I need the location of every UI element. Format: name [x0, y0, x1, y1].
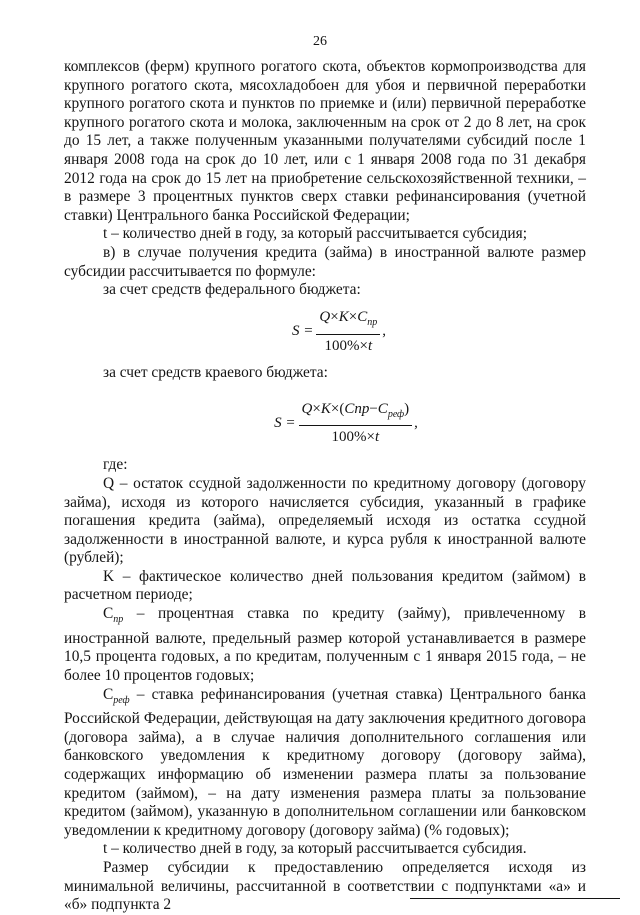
symbol-subscript: реф — [113, 694, 130, 706]
paragraph: в) в случае получения кредита (займа) в иностранной валюте размер субсидии рассчитывается по формуле: — [64, 243, 586, 280]
symbol-c: С — [103, 605, 114, 623]
var-c: C — [357, 309, 368, 326]
paragraph: K – фактическое количество дней пользования кредитом (займом) в расчетном периоде; — [64, 567, 586, 604]
var-t: t — [367, 337, 373, 354]
op-times: × — [366, 429, 375, 446]
paragraph: Размер субсидии к предоставлению определяется исходя из минимальной величины, рассчитанной в соответствии с подпунктами «а» и «б» подпункта 2 — [64, 858, 586, 914]
var-q: Q — [301, 400, 313, 417]
formula-lhs: S = — [274, 415, 296, 432]
formula-comma: , — [382, 323, 386, 340]
paragraph: за счет средств федерального бюджета: — [103, 281, 361, 299]
op-times: × — [312, 400, 321, 417]
formula-denominator — [328, 426, 382, 447]
formula-denominator — [321, 335, 375, 356]
op-minus: − — [369, 400, 378, 417]
op-times: × — [330, 400, 340, 417]
paragraph: t – количество дней в году, за который рассчитывается субсидия; — [103, 225, 527, 243]
paren-close: ) — [404, 400, 410, 417]
var-q: Q — [319, 309, 331, 326]
formula-fraction — [316, 308, 380, 355]
paragraph: комплексов (ферм) крупного рогатого скота, объектов кормопроизводства для крупного рогатого скота, мясохладобоен для убоя и первичной переработки крупного рогатого скота и пунктов по приемке и (или) первичной переработке крупного рогатого скота и молока, заключенным на срок от 2 до 8 лет, на срок до 15 лет, а также полученным указанными получателями субсидий после 1 января 2008 года на срок до 10 лет, или с 1 января 2008 года по 31 декабря 2012 года на срок до 15 лет на приобретение сельскохозяйственной техники, – в размере 3 процентных пунктов сверх ставки рефинансирования (учетной ставки) Центрального банка Российской Федерации; — [64, 58, 586, 224]
document-body — [64, 58, 586, 915]
var-spr: Cпр — [344, 400, 370, 417]
paragraph-text: – ставка рефинансирования (учетная ставка) Центрального банка Российской Федерации, действующая на дату заключения кредитного договора (договора займа), а в случае наличия дополнительного соглашения или банковского уведомления к кредитному договору (договору займа), содержащих информацию об изменении размера платы за пользование кредитом (займом), – на дату изменения размера платы за пользование кредитом (займом), указанную в дополнительном соглашении или банковском уведомлении к кредитному договору (договору займа) (% годовых); — [64, 685, 586, 839]
paragraph: t – количество дней в году, за который рассчитывается субсидия. — [103, 840, 527, 858]
var-k: K — [320, 400, 331, 417]
op-times: × — [348, 309, 358, 326]
paragraph — [64, 686, 586, 841]
var-k: K — [338, 309, 349, 326]
var-t: t — [374, 429, 380, 446]
var-c: C — [377, 400, 388, 417]
paragraph-text: – процентная ставка по кредиту (займу), привлеченному в иностранной валюте, предельный размер которой устанавливается в размере 10,5 процента годовых, а по кредитам, полученным с 1 января 2015 года, – не более 10 процентов годовых; — [64, 605, 586, 684]
page-number: 26 — [313, 34, 327, 49]
op-times: × — [330, 309, 339, 326]
op-times: × — [359, 337, 368, 354]
paren-open: ( — [339, 400, 345, 417]
paragraph: Q – остаток ссудной задолженности по кредитному договору (договору займа), исходя из которого начисляется субсидия, указанный в графике погашения кредита (займа), определяемый исходя из остатка ссудной задолженности в иностранной валюте, и курса рубля к иностранной валюте (рублей); — [64, 474, 586, 567]
formula-lhs: S = — [292, 323, 314, 340]
bottom-rule — [410, 898, 620, 899]
formula-fraction — [299, 400, 413, 447]
formula-regional — [106, 390, 586, 456]
paragraph: где: — [103, 456, 128, 474]
den-percent: 100% — [324, 337, 360, 354]
formula-federal — [92, 300, 586, 364]
formula-comma: , — [414, 415, 418, 432]
var-c-subscript: пр — [367, 317, 378, 329]
var-c-subscript: реф — [387, 408, 405, 420]
paragraph: за счет средств краевого бюджета: — [103, 363, 328, 381]
symbol-subscript: пр — [113, 614, 124, 626]
symbol-c: С — [103, 685, 114, 703]
formula-numerator — [299, 400, 413, 427]
formula-numerator — [316, 308, 380, 335]
den-percent: 100% — [331, 429, 367, 446]
paragraph — [64, 605, 586, 685]
